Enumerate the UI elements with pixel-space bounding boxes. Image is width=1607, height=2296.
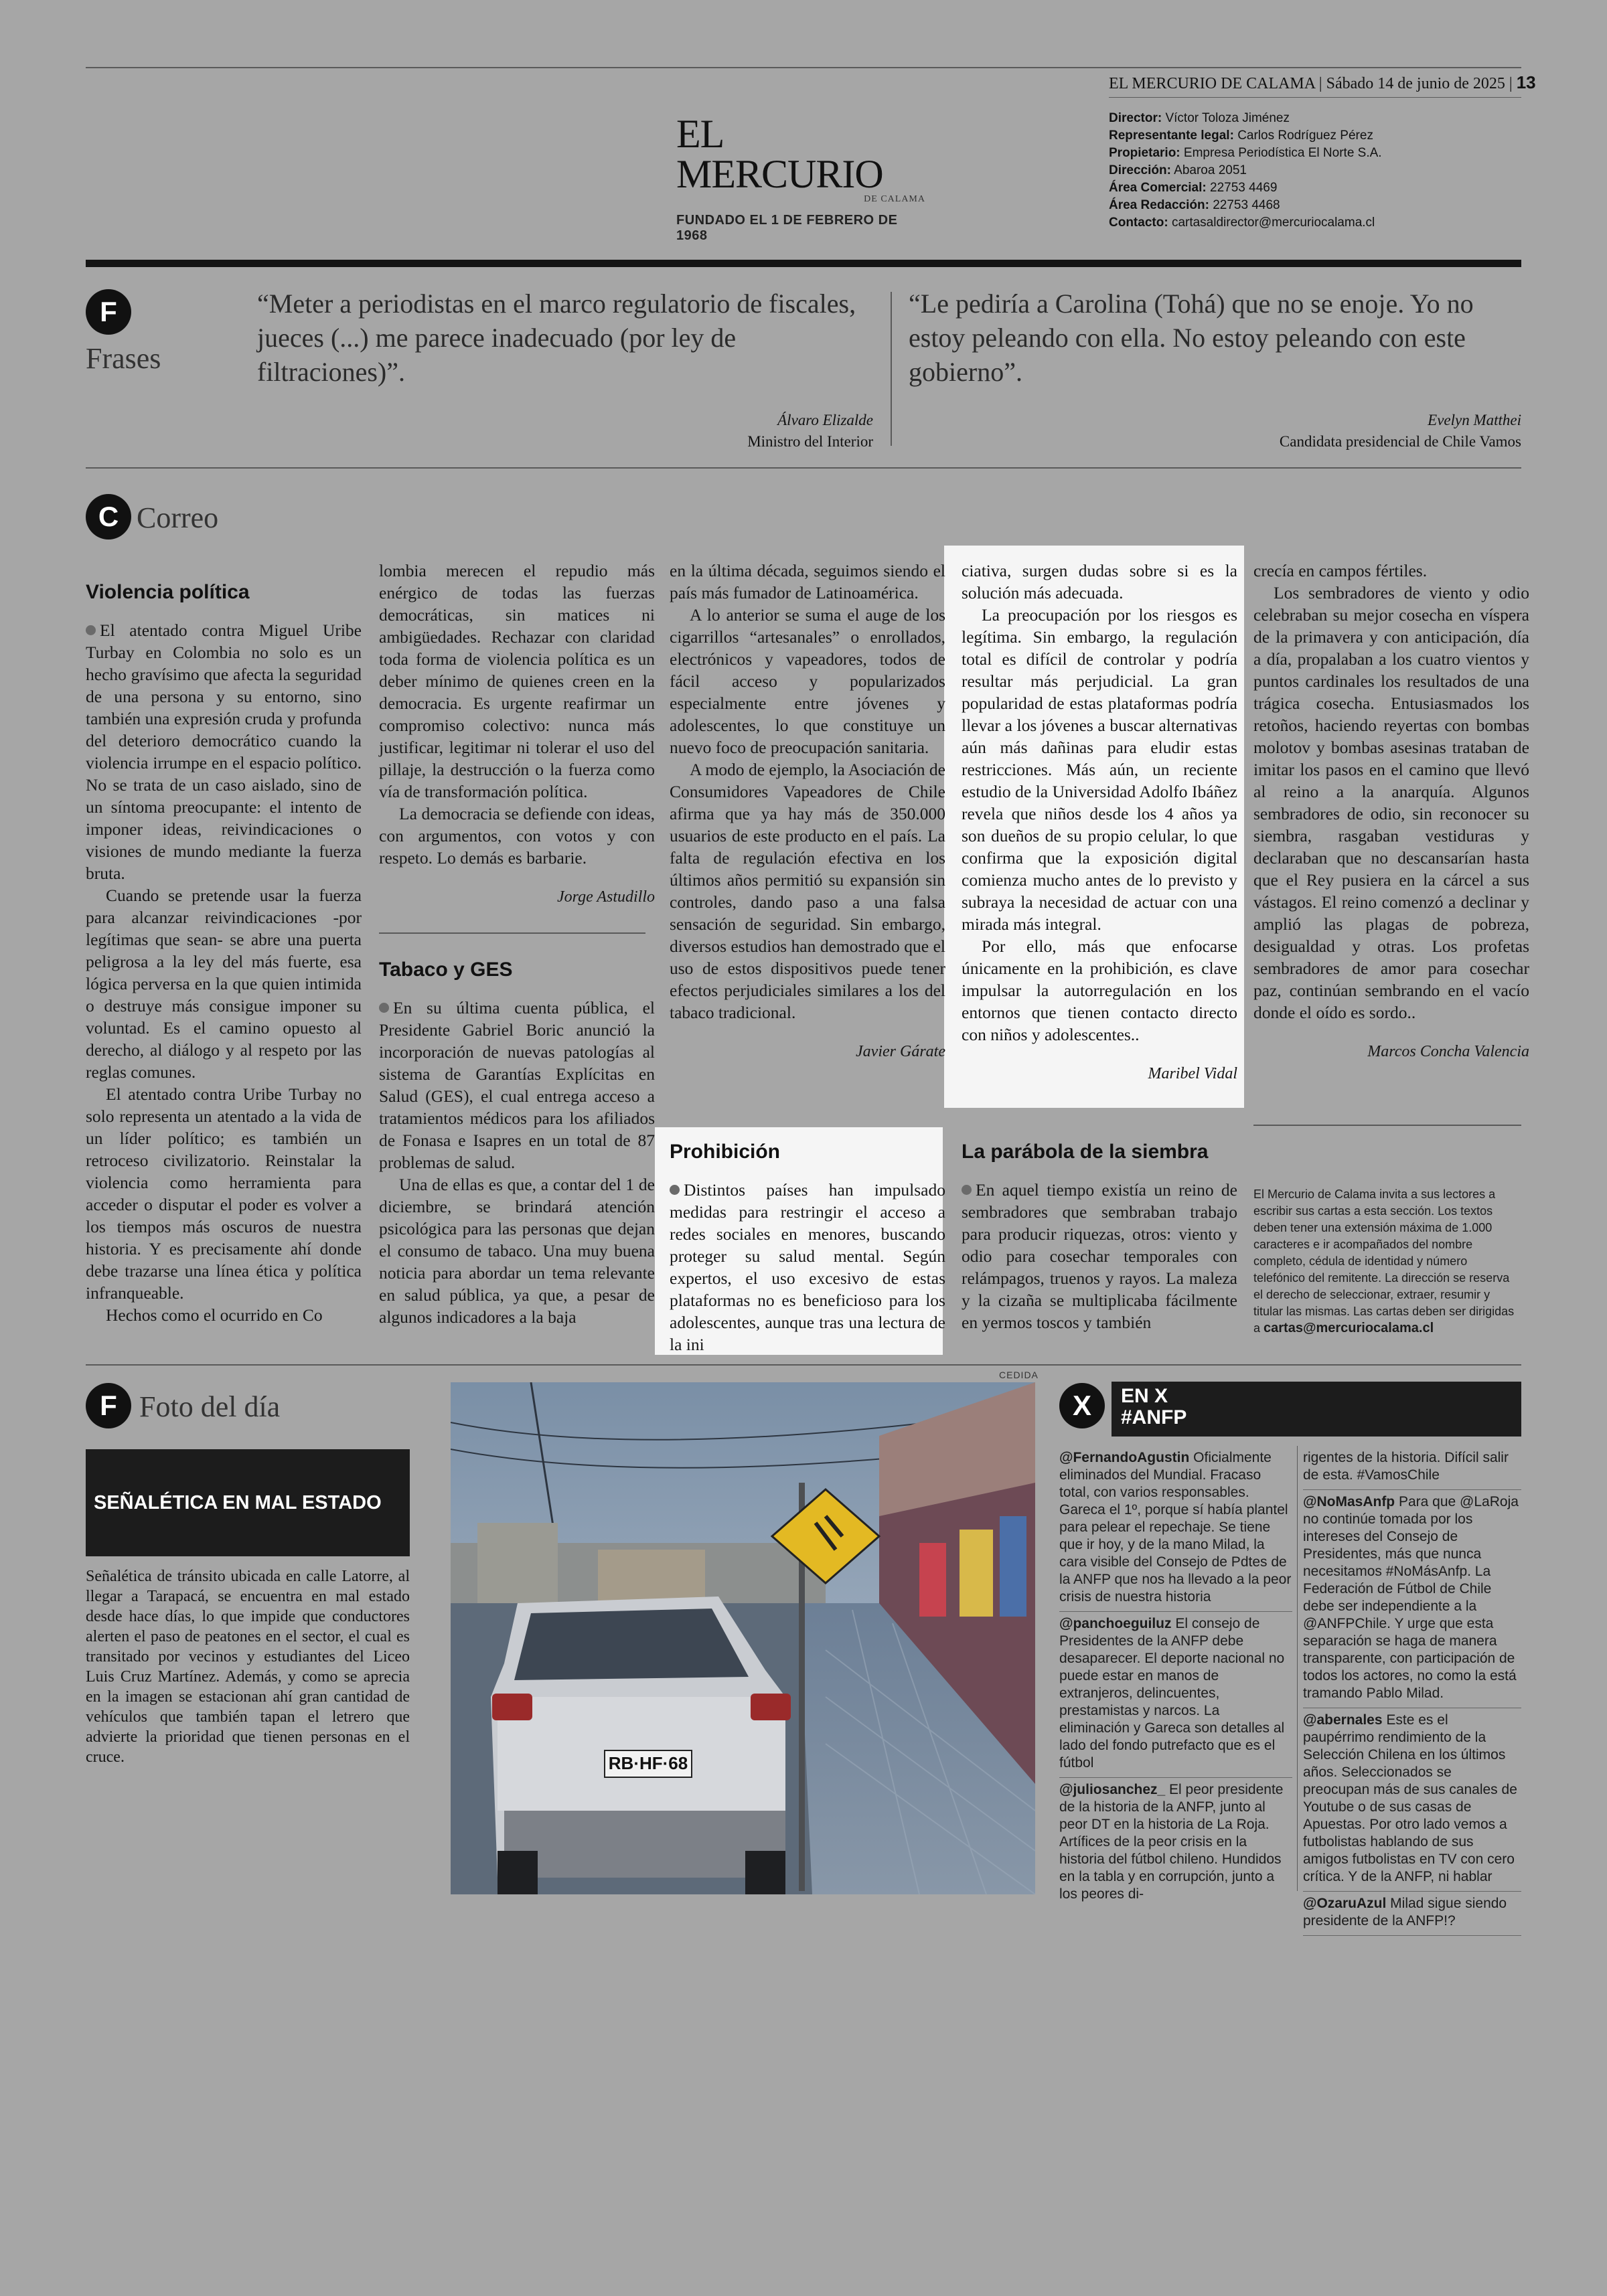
letter-paragraph: lombia merecen el repudio más enérgico de todas las fuerzas democráticas, sin matices ni ambigüedades. Rechazar con claridad toda forma de violencia política es un deber mínimo de quienes creen en la democracia. Es urgente reafirmar un compromiso colectivo: nunca más justificar, legitimar ni tolerar el uso del pillaje, la destrucción o la fuerza como vía de transformación política. — [379, 561, 655, 801]
dateline: EL MERCURIO DE CALAMA | Sábado 14 de junio de 2025 | 13 — [1109, 72, 1536, 92]
letter-prohibicion-cont — [962, 560, 1237, 1085]
letter-paragraph: La democracia se defiende con ideas, con argumentos, con votos y con respeto. Lo demás es barbarie. — [379, 804, 655, 868]
letter-violencia — [86, 581, 362, 1326]
tweet — [1059, 1612, 1292, 1778]
staff-line: Representante legal: Carlos Rodríguez Pérez — [1109, 129, 1373, 143]
letter-paragraph: Hechos como el ocurrido en Co — [106, 1305, 323, 1325]
letter-violencia-cont — [379, 560, 655, 908]
x-badge: X — [1059, 1383, 1105, 1428]
letter-paragraph: Distintos países han impulsado medidas para restringir el acceso a redes sociales en menores, buscando proteger su salud mental. Según expertos, el uso excesivo de estas plataformas no es beneficioso para los adolescentes, aunque tras una lectura de la ini — [670, 1180, 945, 1354]
quote-2 — [909, 286, 1521, 450]
foto-badge: F — [86, 1383, 131, 1428]
photo-of-the-day — [451, 1382, 1035, 1894]
photo-caption-title: SEÑALÉTICA EN MAL ESTADO — [86, 1449, 410, 1556]
tweet — [1303, 1490, 1521, 1708]
letter-paragraph: Cuando se pretende usar la fuerza para alcanzar reivindicaciones -por legítimas que sean- se abre una puerta peligrosa a la ley del más fuerte, esa lógica perversa en la que quien intimida o destruye más consigue imponer su voluntad. Es el camino opuesto al derecho, al diálogo y al respeto por las reglas comunes. — [86, 886, 362, 1082]
tweet-text: Este es el paupérrimo rendimiento de la Selección Chilena en los últimos años. Seleccionados se preocupan más de sus canales de Youtube o de sus casas de Apuestas. Por otro lado vemos a futbolistas hablando de sus amigos futbolistas en TV con cero crítica. Y de la ANFP, ni hablar — [1303, 1712, 1517, 1884]
tweet-handle[interactable]: @abernales — [1303, 1712, 1383, 1728]
tweet-handle[interactable]: @NoMasAnfp — [1303, 1494, 1395, 1509]
letter-signature: Maribel Vidal — [1148, 1065, 1237, 1082]
staff-line: Director: Víctor Toloza Jiménez — [1109, 111, 1290, 125]
letter-signature: Jorge Astudillo — [557, 888, 655, 906]
quote-role: Candidata presidencial de Chile Vamos — [1279, 433, 1521, 450]
tweet-handle[interactable]: @FernandoAgustin — [1059, 1450, 1190, 1465]
page-number: 13 — [1516, 72, 1536, 92]
letter-title: Violencia política — [86, 581, 250, 603]
tweet-handle[interactable]: @juliosanchez_ — [1059, 1782, 1166, 1797]
founded-line: FUNDADO EL 1 DE FEBRERO DE 1968 — [676, 213, 898, 243]
letter-paragraph: en la última década, seguimos siendo el país más fumador de Latinoamérica. — [670, 561, 945, 602]
masthead-logo — [676, 114, 931, 244]
photo-caption: Señalética de tránsito ubicada en calle Latorre, al llegar a Tarapacá, se encuentra en mal estado desde hace días, lo que impide que conductores alerten el paso de peatones en el sector, el cual es transitado por vecinos y estudiantes del Liceo Luis Cruz Martínez. Además, y como se aprecia en la imagen se estacionan ahí gran cantidad de vehículos que también tapan el letrero que advierte la prioridad que tienen personas en el cruce. — [86, 1568, 410, 1766]
letter-title: Tabaco y GES — [379, 959, 513, 981]
logo-text: EL MERCURIO — [676, 112, 883, 196]
tweet — [1059, 1446, 1292, 1612]
quote-text: “Meter a periodistas en el marco regulatorio de fiscales, jueces (...) me parece inadecuado (por ley de filtraciones)”. — [257, 289, 856, 387]
quote-1 — [257, 286, 873, 450]
invitation-text: El Mercurio de Calama invita a sus lectores a escribir sus cartas a esta sección. Los textos deben tener una extensión máxima de 1.000 caracteres e ir acompañados del nombre completo, cédula de identidad y número telefónico del remitente. La dirección se reserva el derecho de seleccionar, extraer, resumir y titular las mismas. Las cartas deben ser dirigidas a — [1253, 1187, 1515, 1335]
tweet-text: Para que @LaRoja no continúe tomada por los intereses del Consejo de Presidentes, más que nunca necesitamos #NoMásAnfp. La Federación de Fútbol de Chile debe ser independiente a la @ANFPChile. Y urge que esta separación se haga de manera transparente, con participación de todos los actores, no como la está tramando Pablo Milad. — [1303, 1494, 1519, 1701]
tweets-column-1 — [1059, 1446, 1292, 1908]
letter-paragraph: La preocupación por los riesgos es legítima. Sin embargo, la regulación total es difícil de controlar y podría resultar más perjudicial. La gran popularidad de estas plataformas podría llevar a los jóvenes a buscar alternativas aún más dañinas para eludir estas restricciones. Más aún, un reciente estudio de la Universidad Adolfo Ibáñez revela que niños desde los 4 años ya son dueños de su propio celular, lo que confirma que la exposición digital comienza mucho antes de lo previsto y subraya la necesidad de actuar con una mirada más integral. — [962, 605, 1237, 934]
letter-paragraph: Los sembradores de viento y odio celebraban su mejor cosecha en víspera de la primavera y con anticipación, día a día, propalaban a los cuatro vientos y puntos cardinales los resultados de una trágica cosecha. Entusiasmados los retoños, haciendo reyertas con bombas molotov y bombas asesinas trataban de imitar los pasos en el camino que llevó al reino a la anarquía. Algunos sembradores de odio, sin reconocer su siembra, rasgaban vestiduras y declaraban que no descansarían hasta que el Rey pusiera en la cárcel a sus vástagos. El reino comenzó a declinar y amplió las plagas de pobreza, desigualdad y otras. Los profetas sembradores de amor para cosechar paz, continúan sembrando en el vacío donde el oído es sordo.. — [1253, 583, 1529, 1022]
letter-paragraph: A lo anterior se suma el auge de los cigarrillos “artesanales” o enrollados, electrónicos y vapeadores, todos de fácil acceso y popularizados especialmente entre jóvenes y adolescentes, lo que constituye un nuevo foco de preocupación sanitaria. — [670, 605, 945, 757]
letter-signature: Marcos Concha Valencia — [1367, 1043, 1529, 1060]
letter-paragraph: A modo de ejemplo, la Asociación de Consumidores Vapeadores de Chile afirma que ya hay más de 350.000 usuarios de este producto en el país. La falta de regulación efectiva en los últimos años permitió su expansión sin controles, dando paso a una falsa sensación de seguridad. Sin embargo, diversos estudios han demostrado que el uso de estos dispositivos puede tener efectos perjudiciales similares a los del tabaco tradicional. — [670, 760, 945, 1022]
staff-line: Propietario: Empresa Periodística El Norte S.A. — [1109, 146, 1382, 160]
tweet-text: El peor presidente de la historia de la ANFP, junto al peor DT en la historia de La Roja. Artífices de la peor crisis en la historia del fútbol chileno. Hundidos en la tabla y en corrupción, junto a los peores di- — [1059, 1782, 1284, 1902]
correo-badge: C — [86, 494, 131, 540]
foto-title: Foto del día — [139, 1390, 281, 1423]
quote-role: Ministro del Interior — [747, 433, 873, 450]
letter-title: Prohibición — [670, 1141, 780, 1163]
correo-title: Correo — [137, 501, 219, 534]
letter-paragraph: En su última cuenta pública, el Presidente Gabriel Boric anunció la incorporación de nuevas patologías al sistema de Garantías Explícitas en Salud (GES), el cual entrega acceso a tratamientos médicos para los afiliados de Fonasa e Isapres en un total de 87 problemas de salud. — [379, 998, 655, 1172]
letter-parabola-cont — [1253, 560, 1529, 1063]
invitation-email[interactable]: cartas@mercuriocalama.cl — [1264, 1321, 1434, 1335]
letter-tabaco-cont — [670, 560, 945, 1063]
tweet — [1303, 1446, 1521, 1490]
staff-line: Área Redacción: 22753 4468 — [1109, 198, 1280, 212]
quote-author: Álvaro Elizalde — [777, 412, 873, 428]
tweet — [1059, 1778, 1292, 1908]
letter-paragraph: En aquel tiempo existía un reino de sembradores que sembraban trabajo para producir riquezas, otros: viento y odio para cosechar temporales con relámpagos, truenos y rayos. La maleza y la cizaña se multiplicaba fácilmente en yermos toscos y también — [962, 1180, 1237, 1332]
letter-title: La parábola de la siembra — [962, 1141, 1209, 1163]
letter-paragraph: El atentado contra Miguel Uribe Turbay en Colombia no solo es un hecho gravísimo que afecta la seguridad de una persona y su entorno, sino también una expresión cruda y profunda del deterioro democrático cuando la violencia irrumpe en el espacio político. No se trata de un caso aislado, sino de un síntoma preocupante: el intento de imponer ideas, reivindicaciones o visiones de mundo mediante la fuerza bruta. — [86, 621, 362, 883]
letter-parabola — [962, 1141, 1237, 1333]
street-scene-image — [451, 1382, 1035, 1894]
x-section-header — [1112, 1382, 1521, 1437]
tweet — [1303, 1892, 1521, 1936]
license-plate: RB·HF·68 — [608, 1753, 688, 1773]
staff-line: Contacto: cartasaldirector@mercuriocalama.cl — [1109, 216, 1375, 230]
tweet-handle[interactable]: @OzaruAzul — [1303, 1896, 1387, 1911]
tweet-text: Oficialmente eliminados del Mundial. Fracaso total, con varios responsables. Gareca el 1º, porque sí había plantel para pelear el repechaje. Se tiene que ir hoy, y de la mano Milad, la cara visible del Consejo de Pdtes de la ANFP que nos ha llevado a la peor crisis de nuestra historia — [1059, 1450, 1292, 1605]
staff-box — [1109, 110, 1511, 232]
tweet-text: rigentes de la historia. Difícil salir de esta. #VamosChile — [1303, 1450, 1509, 1483]
letter-signature: Javier Gárate — [856, 1043, 945, 1060]
letter-tabaco — [379, 959, 655, 1328]
letter-paragraph: Por ello, más que enfocarse únicamente en la prohibición, es clave impulsar la autorregulación en los entornos que tienen contacto directo con niños y adolescentes.. — [962, 936, 1237, 1044]
tweet-text: Milad sigue siendo presidente de la ANFP!? — [1303, 1896, 1507, 1929]
staff-line: Dirección: Abaroa 2051 — [1109, 163, 1247, 177]
staff-line: Área Comercial: 22753 4469 — [1109, 181, 1278, 195]
letter-paragraph: ciativa, surgen dudas sobre si es la solución más adecuada. — [962, 561, 1237, 602]
issue-date: Sábado 14 de junio de 2025 — [1326, 75, 1505, 92]
tweet-text: El consejo de Presidentes de la ANFP debe desaparecer. El deporte nacional no puede estar en manos de extranjeros, delincuentes, prestamistas y narcos. La eliminación y Gareca son detalles al lado del fondo putrefacto que es el fútbol — [1059, 1616, 1285, 1771]
tweet — [1303, 1708, 1521, 1892]
photo-credit: CEDIDA — [999, 1370, 1039, 1380]
logo-subtitle: DE CALAMA — [864, 194, 925, 204]
letter-paragraph: crecía en campos fértiles. — [1253, 561, 1428, 580]
frases-title: Frases — [86, 342, 161, 375]
letter-prohibicion — [670, 1141, 945, 1356]
quote-author: Evelyn Matthei — [1428, 412, 1521, 428]
letters-invitation — [1253, 1186, 1521, 1337]
x-title-line2: #ANFP — [1121, 1406, 1187, 1428]
frases-badge: F — [86, 289, 131, 335]
letter-paragraph: El atentado contra Uribe Turbay no solo representa un atentado a la vida de un líder político; es también un retroceso civilizatorio. Reinstalar la violencia como herramienta para acceder o disputar el poder es volver a los tiempos más oscuros de nuestra historia. Y es precisamente ahí donde debe trazarse una línea ética y política infranqueable. — [86, 1084, 362, 1303]
quote-text: “Le pediría a Carolina (Tohá) que no se enoje. Yo no estoy peleando con ella. No estoy peleando con este gobierno”. — [909, 289, 1474, 387]
paper-name: EL MERCURIO DE CALAMA — [1109, 75, 1315, 92]
letter-paragraph: Una de ellas es que, a contar del 1 de diciembre, se brindará atención psicológica para las personas que dejan el consumo de tabaco. Una muy buena noticia para abordar un tema relevante en salud pública, ya que, a pesar de algunos indicadores a la baja — [379, 1175, 655, 1327]
tweets-column-2 — [1303, 1446, 1521, 1936]
tweet-handle[interactable]: @panchoeguiluz — [1059, 1616, 1172, 1631]
x-title-line1: EN X — [1121, 1385, 1168, 1407]
